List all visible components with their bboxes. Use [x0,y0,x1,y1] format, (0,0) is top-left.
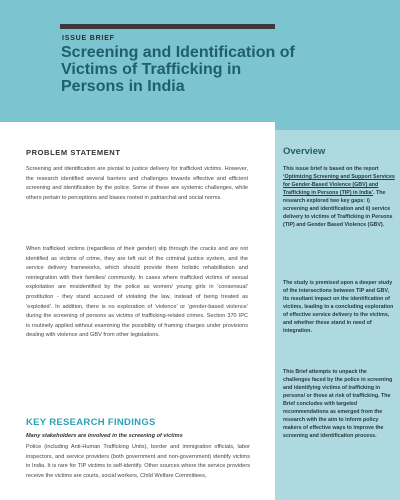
findings-paragraph-1: Police (including Anti-Human Trafficking Units), border and immigration officials, labor inspectors, and service providers (both government and non-government) identify victims in India. It is rare for TIP victims to self-identify. Other sources where the service providers receive the victims are courts, social workers, Child Welfare Committees, [26,444,250,479]
overview-paragraph-3: This Brief attempts to unpack the challenges faced by the police in screening and identifying victims of trafficking in persons/ or those at risk of trafficking. The Brief concludes with targeted recommendations as emerged from the research with the aim to inform policy makers of effective ways to improve the screening and identification process. [283,369,393,439]
findings-subheading: Many stakeholders are involved in the screening of victims [26,433,183,439]
overview-intro-prefix: This issue brief is based on the report [283,166,379,172]
issue-brief-label: ISSUE BRIEF [62,35,115,42]
document-title: Screening and Identification of Victims of Trafficking in Persons in India [61,44,295,95]
overview-paragraph-2: The study is premised upon a deeper study of the intersections between TIP and GBV, its resultant impact on the identification of victims, leading to a concluding exploration of effective service delivery to the victims, and whether these stand in need of integration. [283,280,394,334]
overview-intro [283,165,395,229]
header-rule [60,24,275,29]
report-title-link[interactable]: ‘Optimizing Screening and Support Services for Gender-Based Violence (GBV) and Trafficking in Persons (TIP) in India’ [283,174,395,196]
problem-paragraph-1: Screening and identification are pivotal to justice delivery for trafficked victims. However, the research identified several barriers and challenges towards effective and efficient screening and identification by the police. Some of these are systemic challenges, while others pertain to perceptions and biases rooted in patriarchal and social norms. [26,166,248,201]
overview-heading: Overview [283,146,326,157]
key-findings-heading: KEY RESEARCH FINDINGS [26,417,156,428]
overview-intro-suffix: . The research explored two key gaps: i) screening and identification and ii) service delivery to victims of Trafficking in Persons (TIP) and Gender Based Violence (GBV). [283,190,393,228]
problem-paragraph-2: When trafficked victims (regardless of their gender) slip through the cracks and are not identified as victims of crime, they are left out of the criminal justice system, and the service delivery frameworks, which should provide them holistic rehabilitation and reintegration with their families/ community. In cases where trafficked victims of sexual exploitation are misidentified by the police as women/ young girls in ‘consensual’ prostitution - they stand accused of violating the law, instead of being treated as ‘exploited’. In addition, there is no exploration of ‘violence’ or ‘gender-based violence’ during the screening of persons as victims of trafficking-related crimes. Section 370 IPC is routinely applied without examining the possibility of framing charges under provisions dealing with violence and GBV from other legislations. [26,246,248,339]
problem-statement-heading: PROBLEM STATEMENT [26,148,121,157]
